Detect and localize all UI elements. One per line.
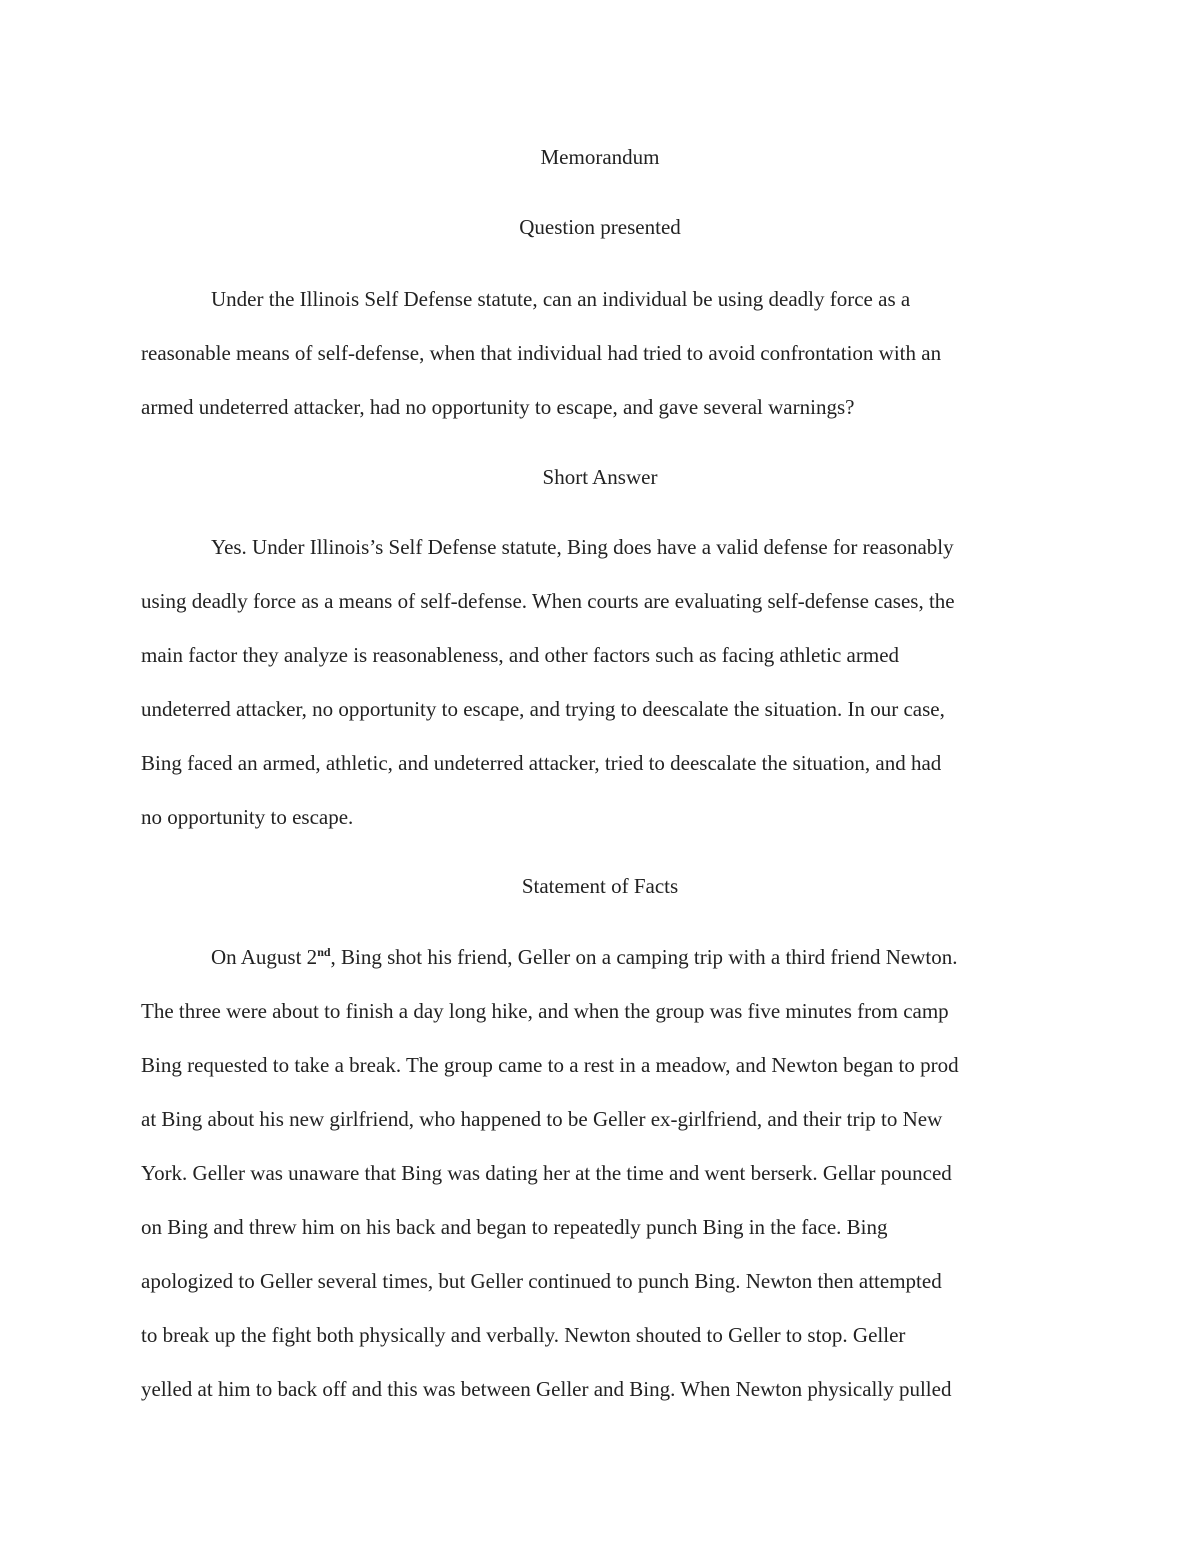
facts-line-3: Bing requested to take a break. The group came to a rest in a meadow, and Newton began to prod: [141, 1053, 959, 1077]
facts-line-6: on Bing and threw him on his back and began to repeatedly punch Bing in the face. Bing: [141, 1215, 888, 1239]
document-title: Memorandum: [540, 145, 660, 169]
answer-line-6: no opportunity to escape.: [141, 805, 354, 829]
facts-line-7: apologized to Geller several times, but Geller continued to punch Bing. Newton then attempted: [141, 1269, 942, 1293]
ordinal-suffix: nd: [317, 945, 331, 959]
answer-line-3: main factor they analyze is reasonableness, and other factors such as facing athletic armed: [141, 643, 900, 667]
answer-line-1: Yes. Under Illinois’s Self Defense statute, Bing does have a valid defense for reasonably: [211, 535, 954, 559]
facts-line-5: York. Geller was unaware that Bing was dating her at the time and went berserk. Gellar pounced: [141, 1161, 952, 1185]
question-line-1: Under the Illinois Self Defense statute, can an individual be using deadly force as a: [211, 287, 911, 311]
facts-line-9: yelled at him to back off and this was between Geller and Bing. When Newton physically pulled: [141, 1377, 952, 1401]
facts-line-1-before: On August 2: [211, 945, 318, 969]
answer-line-5: Bing faced an armed, athletic, and undeterred attacker, tried to deescalate the situation, and had: [141, 751, 942, 775]
answer-line-4: undeterred attacker, no opportunity to escape, and trying to deescalate the situation. In our case,: [141, 697, 945, 721]
heading-statement-of-facts: Statement of Facts: [521, 874, 679, 898]
facts-line-2: The three were about to finish a day long hike, and when the group was five minutes from camp: [141, 999, 949, 1023]
answer-line-2: using deadly force as a means of self-defense. When courts are evaluating self-defense cases, the: [141, 589, 955, 613]
heading-question-presented: Question presented: [519, 215, 681, 239]
facts-line-1: [211, 942, 958, 972]
facts-line-4: at Bing about his new girlfriend, who happened to be Geller ex-girlfriend, and their trip to New: [141, 1107, 943, 1131]
facts-line-8: to break up the fight both physically and verbally. Newton shouted to Geller to stop. Geller: [141, 1323, 906, 1347]
question-line-2: reasonable means of self-defense, when that individual had tried to avoid confrontation with an: [141, 341, 942, 365]
question-line-3: armed undeterred attacker, had no opportunity to escape, and gave several warnings?: [141, 395, 855, 419]
heading-short-answer: Short Answer: [542, 465, 658, 489]
facts-line-1-after: , Bing shot his friend, Geller on a camping trip with a third friend Newton.: [330, 945, 958, 969]
